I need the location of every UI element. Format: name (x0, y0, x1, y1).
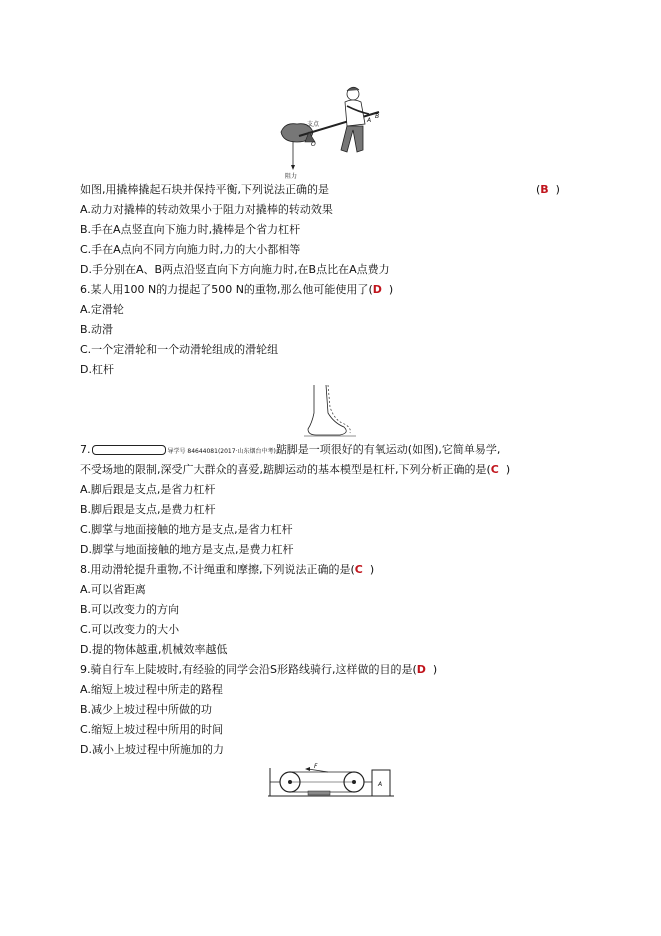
q5-option-d: D.手分别在A、B两点沿竖直向下方向施力时,在B点比在A点费力 (80, 263, 390, 276)
q6-option-a: A.定滑轮 (80, 303, 124, 316)
q8-answer: C (354, 563, 363, 576)
q5-answer: B (540, 183, 549, 196)
q7-stem (80, 443, 500, 459)
q9-option-b: B.减少上坡过程中所做的功 (80, 703, 213, 716)
q6-option-b: B.动滑 (80, 323, 114, 336)
label-b: B (375, 113, 380, 120)
q5-stem-text: 如图,用撬棒撬起石块并保持平衡,下列说法正确的是 (80, 183, 329, 196)
q8-stem: 8.用动滑轮提升重物,不计绳重和摩擦,下列说法正确的是(C ) (80, 563, 375, 576)
q9-stem-text: 9.骑自行车上陡坡时,有经验的同学会沿S形路线骑行,这样做的目的是 (80, 663, 413, 676)
q7-option-b: B.脚后跟是支点,是费力杠杆 (80, 503, 216, 516)
label-f: F (314, 763, 318, 770)
q8-stem-text: 8.用动滑轮提升重物,不计绳重和摩擦,下列说法正确的是 (80, 563, 351, 576)
q7-option-c: C.脚掌与地面接触的地方是支点,是省力杠杆 (80, 523, 293, 536)
q7-option-d: D.脚掌与地面接触的地方是支点,是费力杠杆 (80, 543, 294, 556)
label-block-a: A (378, 781, 383, 788)
label-a: A (367, 117, 372, 124)
q8-option-a: A.可以省距离 (80, 583, 146, 596)
q6-stem: 6.某人用100 N的力提起了500 N的重物,那么他可能使用了(D ) (80, 283, 394, 296)
q9-option-a: A.缩短上坡过程中所走的路程 (80, 683, 223, 696)
pulley-figure (268, 760, 396, 800)
source-box (92, 445, 166, 455)
q5-stem (80, 183, 560, 197)
q7-answer: C (490, 463, 499, 476)
q5-answer-bracket: (B ) (536, 183, 560, 196)
q9-option-d: D.减小上坡过程中所施加的力 (80, 743, 224, 756)
q5-option-b: B.手在A点竖直向下施力时,撬棒是个省力杠杆 (80, 223, 301, 236)
label-resistance: 阻力 (285, 173, 298, 180)
q6-answer: D (372, 283, 382, 296)
foot-figure (300, 383, 360, 439)
q7-stem-line2: 不受场地的限制,深受广大群众的喜爱,踮脚运动的基本模型是杠杆,下列分析正确的是(C ) (80, 463, 511, 476)
q7-source-tag: 导学号 84644081(2017·山东烟台中考) (167, 448, 276, 455)
q8-option-d: D.提的物体越重,机械效率越低 (80, 643, 228, 656)
q9-option-c: C.缩短上坡过程中所用的时间 (80, 723, 224, 736)
q5-option-c: C.手在A点向不同方向施力时,力的大小都相等 (80, 243, 301, 256)
q7-stem-line2-text: 不受场地的限制,深受广大群众的喜爱,踮脚运动的基本模型是杠杆,下列分析正确的是 (80, 463, 487, 476)
label-fulcrum: 支点 (307, 121, 320, 128)
q7-number: 7. (80, 443, 91, 456)
q8-option-b: B.可以改变力的方向 (80, 603, 180, 616)
q9-answer: D (416, 663, 426, 676)
q6-option-c: C.一个定滑轮和一个动滑轮组成的滑轮组 (80, 343, 279, 356)
label-o: O (311, 141, 316, 148)
q9-stem: 9.骑自行车上陡坡时,有经验的同学会沿S形路线骑行,这样做的目的是(D ) (80, 663, 438, 676)
q7-option-a: A.脚后跟是支点,是省力杠杆 (80, 483, 216, 496)
crowbar-figure (275, 80, 395, 180)
q6-option-d: D.杠杆 (80, 363, 114, 376)
q5-option-a: A.动力对撬棒的转动效果小于阻力对撬棒的转动效果 (80, 203, 333, 216)
q6-stem-text: 6.某人用100 N的力提起了500 N的重物,那么他可能使用了 (80, 283, 369, 296)
q8-option-c: C.可以改变力的大小 (80, 623, 180, 636)
q7-stem-rest: 踮脚是一项很好的有氧运动(如图),它简单易学, (275, 443, 501, 456)
